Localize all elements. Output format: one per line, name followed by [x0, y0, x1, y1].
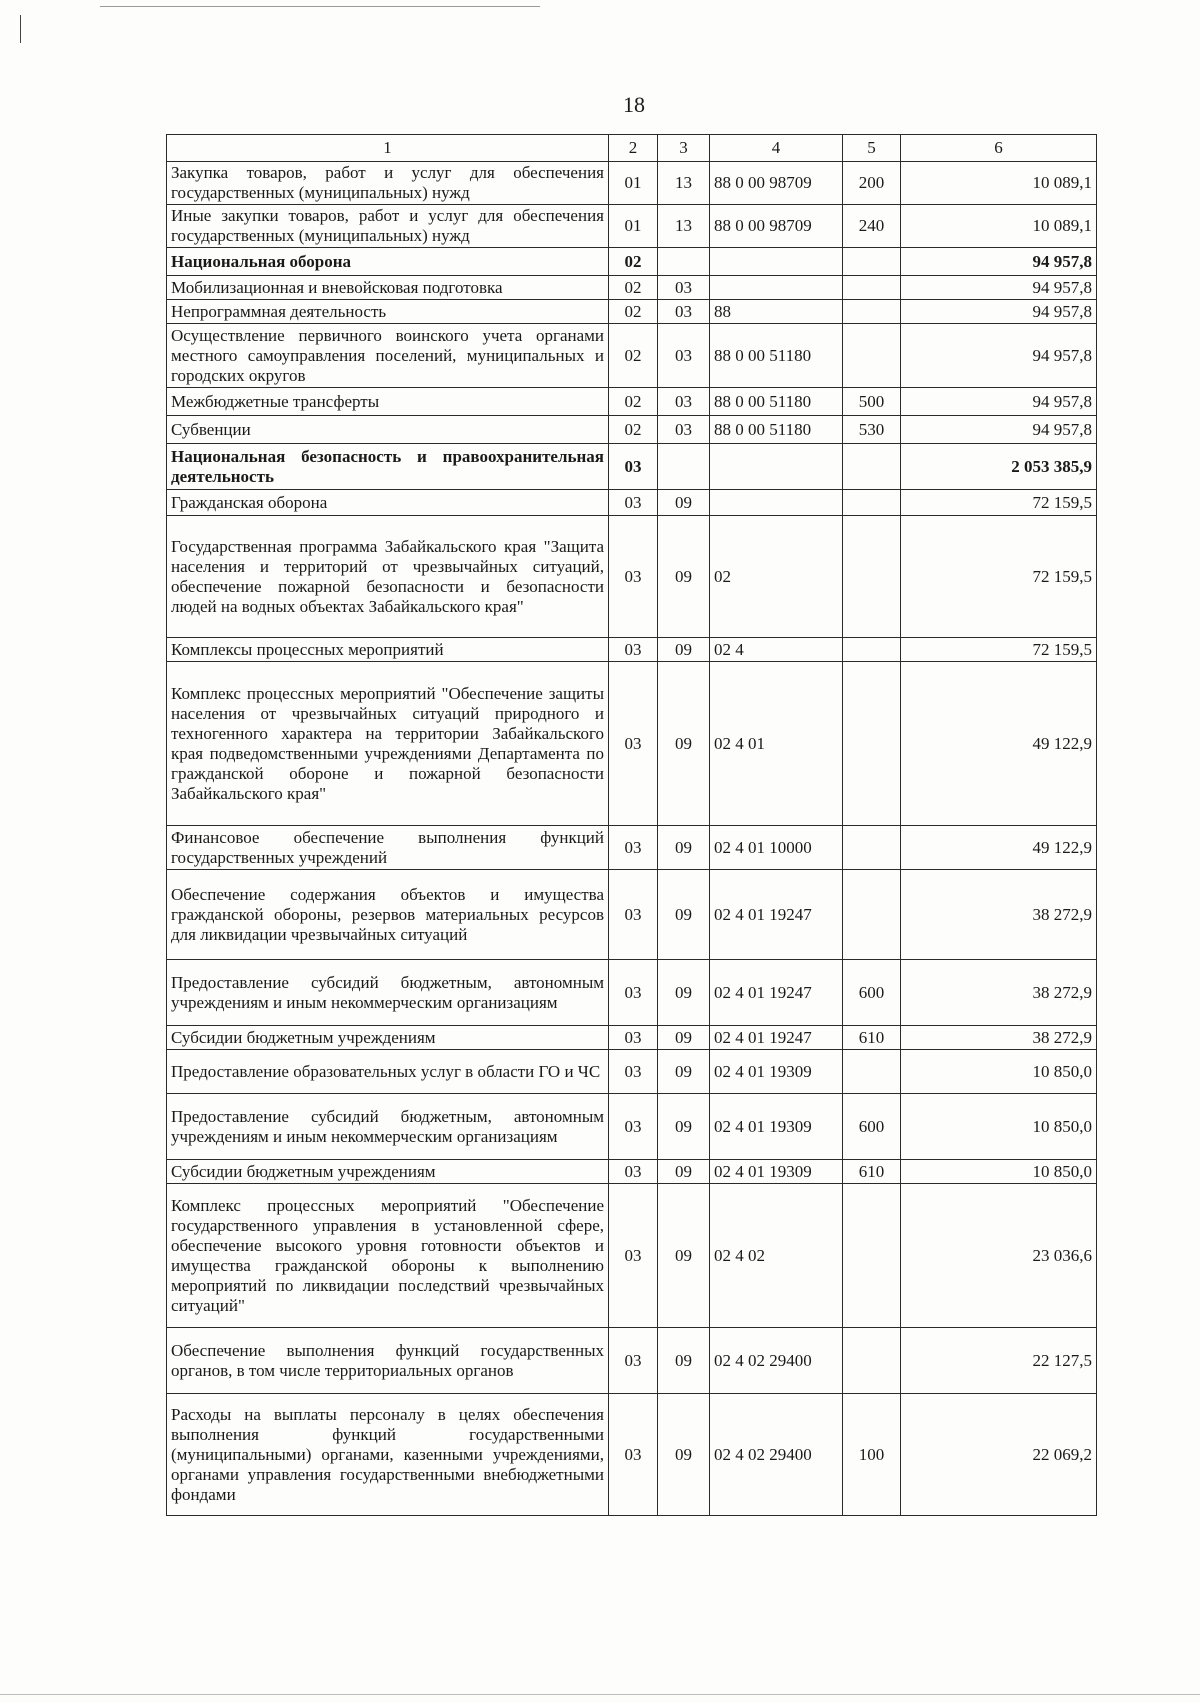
- row-subsection-cell: 09: [658, 870, 710, 960]
- row-subsection-cell: 13: [658, 162, 710, 205]
- row-section-cell: 02: [609, 276, 658, 300]
- row-section-cell: 03: [609, 1184, 658, 1328]
- row-name-cell: Закупка товаров, работ и услуг для обеспечения государственных (муниципальных) нужд: [167, 162, 609, 205]
- row-section-cell: 03: [609, 1050, 658, 1094]
- row-target-article-cell: 88 0 00 98709: [710, 162, 843, 205]
- row-subsection-cell: 09: [658, 662, 710, 826]
- table-row: [167, 638, 1097, 662]
- row-expense-type-cell: 610: [843, 1160, 901, 1184]
- column-header: 6: [901, 135, 1097, 162]
- row-section-cell: 02: [609, 300, 658, 324]
- row-amount-cell: 94 957,8: [901, 324, 1097, 388]
- row-amount-cell: 10 089,1: [901, 162, 1097, 205]
- row-expense-type-cell: [843, 638, 901, 662]
- row-amount-cell: 38 272,9: [901, 1026, 1097, 1050]
- table-row: [167, 1184, 1097, 1328]
- table-row: [167, 1094, 1097, 1160]
- row-section-cell: 01: [609, 162, 658, 205]
- column-header: 5: [843, 135, 901, 162]
- row-target-article-cell: 02 4 01: [710, 662, 843, 826]
- row-subsection-cell: 03: [658, 276, 710, 300]
- row-name-cell: Государственная программа Забайкальского края "Защита населения и территорий от чрезвычайных ситуаций, обеспечение пожарной безопасности и безопасности людей на водных объектах Забайкальского края": [167, 516, 609, 638]
- row-name-cell: Субсидии бюджетным учреждениям: [167, 1160, 609, 1184]
- row-section-cell: 02: [609, 324, 658, 388]
- row-subsection-cell: 09: [658, 826, 710, 870]
- page-number: 18: [623, 92, 645, 117]
- table-row: [167, 826, 1097, 870]
- row-expense-type-cell: 600: [843, 1094, 901, 1160]
- row-section-cell: 03: [609, 638, 658, 662]
- row-amount-cell: 49 122,9: [901, 826, 1097, 870]
- table-row: [167, 276, 1097, 300]
- row-section-cell: 03: [609, 444, 658, 490]
- budget-table: [166, 134, 1097, 1516]
- row-section-cell: 03: [609, 1094, 658, 1160]
- row-target-article-cell: [710, 276, 843, 300]
- row-target-article-cell: 88 0 00 51180: [710, 388, 843, 416]
- row-expense-type-cell: [843, 248, 901, 276]
- row-expense-type-cell: [843, 826, 901, 870]
- row-subsection-cell: 09: [658, 1394, 710, 1516]
- row-amount-cell: 22 069,2: [901, 1394, 1097, 1516]
- row-amount-cell: 10 850,0: [901, 1050, 1097, 1094]
- row-subsection-cell: 03: [658, 300, 710, 324]
- row-name-cell: Предоставление субсидий бюджетным, автономным учреждениям и иным некоммерческим организациям: [167, 960, 609, 1026]
- row-name-cell: Национальная оборона: [167, 248, 609, 276]
- table-row: [167, 205, 1097, 248]
- table-row: [167, 388, 1097, 416]
- table-row: [167, 300, 1097, 324]
- row-amount-cell: 94 957,8: [901, 276, 1097, 300]
- row-expense-type-cell: [843, 276, 901, 300]
- row-expense-type-cell: [843, 1328, 901, 1394]
- row-name-cell: Комплекс процессных мероприятий "Обеспечение защиты населения от чрезвычайных ситуаций природного и техногенного характера на территории Забайкальского края подведомственными учреждениями Департамента по гражданской обороне и пожарной безопасности Забайкальского края": [167, 662, 609, 826]
- scan-artifact-left: [20, 15, 21, 43]
- row-section-cell: 01: [609, 205, 658, 248]
- row-name-cell: Осуществление первичного воинского учета органами местного самоуправления поселений, муниципальных и городских округов: [167, 324, 609, 388]
- row-expense-type-cell: 100: [843, 1394, 901, 1516]
- row-target-article-cell: 88 0 00 51180: [710, 324, 843, 388]
- row-expense-type-cell: 600: [843, 960, 901, 1026]
- row-subsection-cell: 13: [658, 205, 710, 248]
- row-amount-cell: 10 089,1: [901, 205, 1097, 248]
- table-row: [167, 248, 1097, 276]
- row-name-cell: Предоставление субсидий бюджетным, автономным учреждениям и иным некоммерческим организациям: [167, 1094, 609, 1160]
- row-target-article-cell: 02 4 01 19309: [710, 1160, 843, 1184]
- column-header: 1: [167, 135, 609, 162]
- row-target-article-cell: [710, 248, 843, 276]
- row-section-cell: 03: [609, 516, 658, 638]
- row-subsection-cell: 03: [658, 388, 710, 416]
- row-section-cell: 03: [609, 662, 658, 826]
- row-name-cell: Межбюджетные трансферты: [167, 388, 609, 416]
- row-subsection-cell: [658, 444, 710, 490]
- row-name-cell: Мобилизационная и вневойсковая подготовка: [167, 276, 609, 300]
- row-subsection-cell: 09: [658, 1184, 710, 1328]
- row-section-cell: 03: [609, 490, 658, 516]
- row-expense-type-cell: [843, 870, 901, 960]
- table-row: [167, 1050, 1097, 1094]
- row-subsection-cell: 09: [658, 1026, 710, 1050]
- row-target-article-cell: 02 4 01 19247: [710, 1026, 843, 1050]
- row-expense-type-cell: [843, 1184, 901, 1328]
- table-row: [167, 324, 1097, 388]
- budget-table-body: [167, 135, 1097, 1516]
- row-expense-type-cell: [843, 324, 901, 388]
- row-expense-type-cell: [843, 300, 901, 324]
- table-row: [167, 1328, 1097, 1394]
- row-amount-cell: 94 957,8: [901, 300, 1097, 324]
- row-target-article-cell: 02 4 01 19247: [710, 960, 843, 1026]
- row-amount-cell: 10 850,0: [901, 1160, 1097, 1184]
- row-subsection-cell: 09: [658, 490, 710, 516]
- row-subsection-cell: 09: [658, 1328, 710, 1394]
- row-name-cell: Непрограммная деятельность: [167, 300, 609, 324]
- column-header: 3: [658, 135, 710, 162]
- row-amount-cell: 2 053 385,9: [901, 444, 1097, 490]
- table-row: [167, 516, 1097, 638]
- table-row: [167, 1394, 1097, 1516]
- table-row: [167, 960, 1097, 1026]
- row-target-article-cell: 02 4 02: [710, 1184, 843, 1328]
- row-name-cell: Финансовое обеспечение выполнения функций государственных учреждений: [167, 826, 609, 870]
- row-target-article-cell: 02 4 01 19247: [710, 870, 843, 960]
- table-row: [167, 416, 1097, 444]
- row-expense-type-cell: 200: [843, 162, 901, 205]
- row-amount-cell: 10 850,0: [901, 1094, 1097, 1160]
- row-name-cell: Субсидии бюджетным учреждениям: [167, 1026, 609, 1050]
- row-subsection-cell: 09: [658, 516, 710, 638]
- row-expense-type-cell: [843, 490, 901, 516]
- row-name-cell: Обеспечение выполнения функций государственных органов, в том числе территориальных органов: [167, 1328, 609, 1394]
- row-subsection-cell: [658, 248, 710, 276]
- column-header: 4: [710, 135, 843, 162]
- row-target-article-cell: 02 4 02 29400: [710, 1328, 843, 1394]
- table-header-row: [167, 135, 1097, 162]
- row-amount-cell: 94 957,8: [901, 248, 1097, 276]
- row-section-cell: 03: [609, 1160, 658, 1184]
- row-section-cell: 02: [609, 416, 658, 444]
- row-name-cell: Иные закупки товаров, работ и услуг для обеспечения государственных (муниципальных) нужд: [167, 205, 609, 248]
- row-amount-cell: 72 159,5: [901, 516, 1097, 638]
- row-amount-cell: 94 957,8: [901, 416, 1097, 444]
- row-section-cell: 03: [609, 1026, 658, 1050]
- row-amount-cell: 49 122,9: [901, 662, 1097, 826]
- row-expense-type-cell: [843, 444, 901, 490]
- row-section-cell: 03: [609, 1394, 658, 1516]
- row-subsection-cell: 09: [658, 1050, 710, 1094]
- row-amount-cell: 72 159,5: [901, 638, 1097, 662]
- row-name-cell: Национальная безопасность и правоохранительная деятельность: [167, 444, 609, 490]
- row-name-cell: Гражданская оборона: [167, 490, 609, 516]
- table-row: [167, 870, 1097, 960]
- row-target-article-cell: 02 4 01 10000: [710, 826, 843, 870]
- row-expense-type-cell: [843, 1050, 901, 1094]
- row-name-cell: Предоставление образовательных услуг в области ГО и ЧС: [167, 1050, 609, 1094]
- row-section-cell: 03: [609, 826, 658, 870]
- row-subsection-cell: 03: [658, 324, 710, 388]
- row-section-cell: 03: [609, 870, 658, 960]
- row-subsection-cell: 09: [658, 638, 710, 662]
- row-target-article-cell: 02 4 01 19309: [710, 1094, 843, 1160]
- row-target-article-cell: 02 4 02 29400: [710, 1394, 843, 1516]
- row-subsection-cell: 09: [658, 1094, 710, 1160]
- row-amount-cell: 72 159,5: [901, 490, 1097, 516]
- row-expense-type-cell: [843, 662, 901, 826]
- row-amount-cell: 23 036,6: [901, 1184, 1097, 1328]
- row-amount-cell: 22 127,5: [901, 1328, 1097, 1394]
- row-target-article-cell: 88: [710, 300, 843, 324]
- row-target-article-cell: 88 0 00 98709: [710, 205, 843, 248]
- row-amount-cell: 38 272,9: [901, 870, 1097, 960]
- row-subsection-cell: 09: [658, 1160, 710, 1184]
- table-row: [167, 490, 1097, 516]
- table-row: [167, 662, 1097, 826]
- table-row: [167, 1160, 1097, 1184]
- row-subsection-cell: 03: [658, 416, 710, 444]
- table-row: [167, 162, 1097, 205]
- row-name-cell: Расходы на выплаты персоналу в целях обеспечения выполнения функций государственными (муниципальными) органами, казенными учреждениями, органами управления государственными внебюджетными фондами: [167, 1394, 609, 1516]
- row-name-cell: Комплекс процессных мероприятий "Обеспечение государственного управления в установленной сфере, обеспечение высокого уровня готовности объектов и имущества гражданской обороны к выполнению мероприятий по ликвидации последствий чрезвычайных ситуаций": [167, 1184, 609, 1328]
- row-expense-type-cell: 530: [843, 416, 901, 444]
- scan-artifact-bottom: [0, 1694, 1200, 1695]
- row-name-cell: Обеспечение содержания объектов и имущества гражданской обороны, резервов материальных ресурсов для ликвидации чрезвычайных ситуаций: [167, 870, 609, 960]
- table-row: [167, 444, 1097, 490]
- row-target-article-cell: 02 4 01 19309: [710, 1050, 843, 1094]
- row-target-article-cell: 02: [710, 516, 843, 638]
- row-target-article-cell: [710, 490, 843, 516]
- row-expense-type-cell: 610: [843, 1026, 901, 1050]
- row-target-article-cell: 02 4: [710, 638, 843, 662]
- row-name-cell: Субвенции: [167, 416, 609, 444]
- row-expense-type-cell: 240: [843, 205, 901, 248]
- row-target-article-cell: [710, 444, 843, 490]
- scan-artifact-top: [100, 6, 540, 7]
- row-expense-type-cell: [843, 516, 901, 638]
- row-section-cell: 03: [609, 960, 658, 1026]
- row-expense-type-cell: 500: [843, 388, 901, 416]
- row-section-cell: 02: [609, 248, 658, 276]
- row-name-cell: Комплексы процессных мероприятий: [167, 638, 609, 662]
- row-amount-cell: 94 957,8: [901, 388, 1097, 416]
- row-subsection-cell: 09: [658, 960, 710, 1026]
- column-header: 2: [609, 135, 658, 162]
- row-section-cell: 03: [609, 1328, 658, 1394]
- row-section-cell: 02: [609, 388, 658, 416]
- table-row: [167, 1026, 1097, 1050]
- row-amount-cell: 38 272,9: [901, 960, 1097, 1026]
- row-target-article-cell: 88 0 00 51180: [710, 416, 843, 444]
